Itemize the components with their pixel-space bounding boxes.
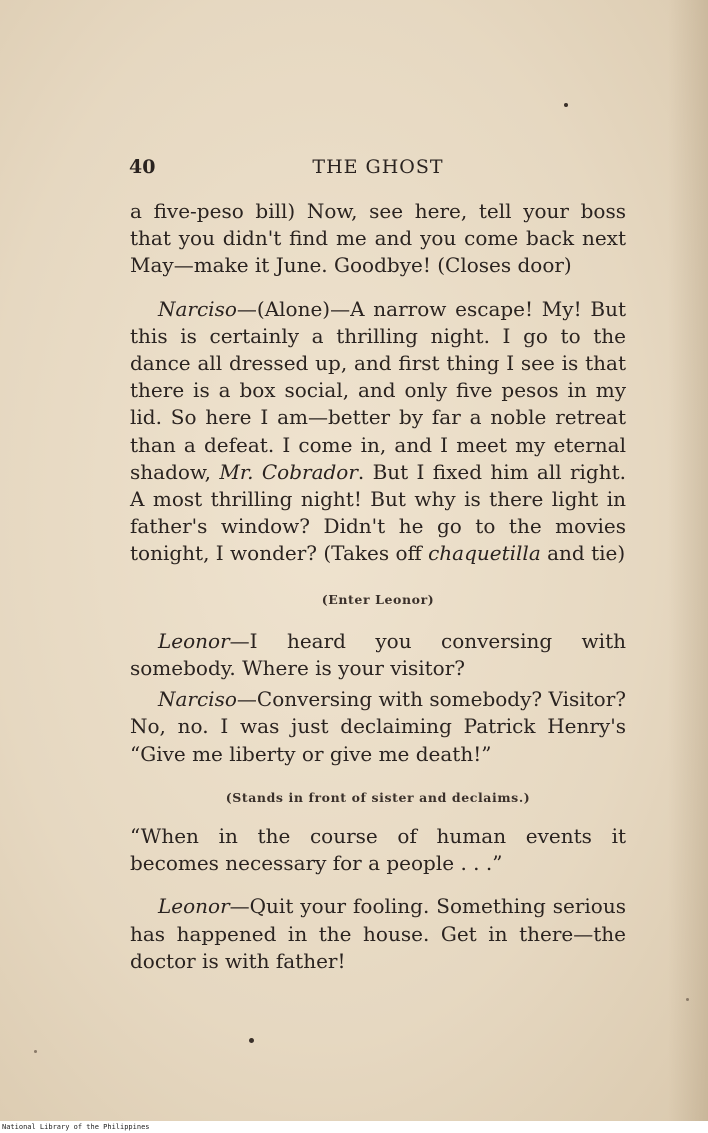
speaker-name: Narciso	[158, 687, 237, 712]
ink-speck	[249, 1038, 254, 1043]
ink-speck	[686, 998, 689, 1001]
emphasis-text: Mr. Cobrador	[219, 459, 358, 484]
paragraph-text: —Conversing with somebody? Visitor? No, no. I was just declaiming Patrick Henry's “Give me liberty or give me death!”	[130, 687, 626, 766]
page-header	[129, 156, 627, 182]
page-edge-shadow	[668, 0, 708, 1133]
paragraph-text: —(Alone)—A narrow escape! My! But this is certainly a thrilling night. I go to the dance all dressed up, and first thing I see is that there is a box social, and only five pesos in my lid. So here I am—better by far a noble retreat than a defeat. I come in, and I meet my eternal shadow,	[130, 296, 626, 484]
speaker-name: Leonor	[158, 894, 230, 919]
paragraph-narciso-line	[130, 686, 626, 768]
paragraph-text: . But I fixed him all right. A most thrilling night! But why is there light in father's window? Didn't he go to the movies tonight, I wonder? (Takes off	[130, 459, 626, 566]
paragraph-leonor-line	[130, 628, 626, 682]
paragraph-leonor-line	[130, 893, 626, 975]
running-title: THE GHOST	[312, 156, 444, 178]
ink-speck	[34, 1050, 37, 1053]
paragraph-text: —I heard you conversing with somebody. Where is your visitor?	[130, 628, 626, 681]
stage-direction: (Stands in front of sister and declaims.)	[225, 789, 531, 805]
paragraph-text: and tie)	[540, 541, 626, 566]
library-credit: National Library of the Philippines	[0, 1121, 708, 1133]
paragraph-declamation: “When in the course of human events it becomes necessary for a people . . .”	[130, 824, 626, 876]
paragraph-continuation: a five-peso bill) Now, see here, tell your boss that you didn't find me and you come back next May—make it June. Goodbye! (Closes door)	[130, 199, 626, 278]
page-body	[130, 198, 626, 975]
page-number: 40	[129, 156, 156, 178]
speaker-name: Leonor	[158, 628, 230, 653]
paragraph-narciso-monologue	[130, 296, 626, 568]
emphasis-text: chaquetilla	[428, 541, 541, 566]
paragraph-text: —Quit your fooling. Something serious has happened in the house. Get in there—the doctor is with father!	[130, 894, 626, 973]
stage-direction: (Enter Leonor)	[321, 591, 435, 607]
speaker-name: Narciso	[158, 296, 237, 321]
ink-speck	[564, 103, 568, 107]
